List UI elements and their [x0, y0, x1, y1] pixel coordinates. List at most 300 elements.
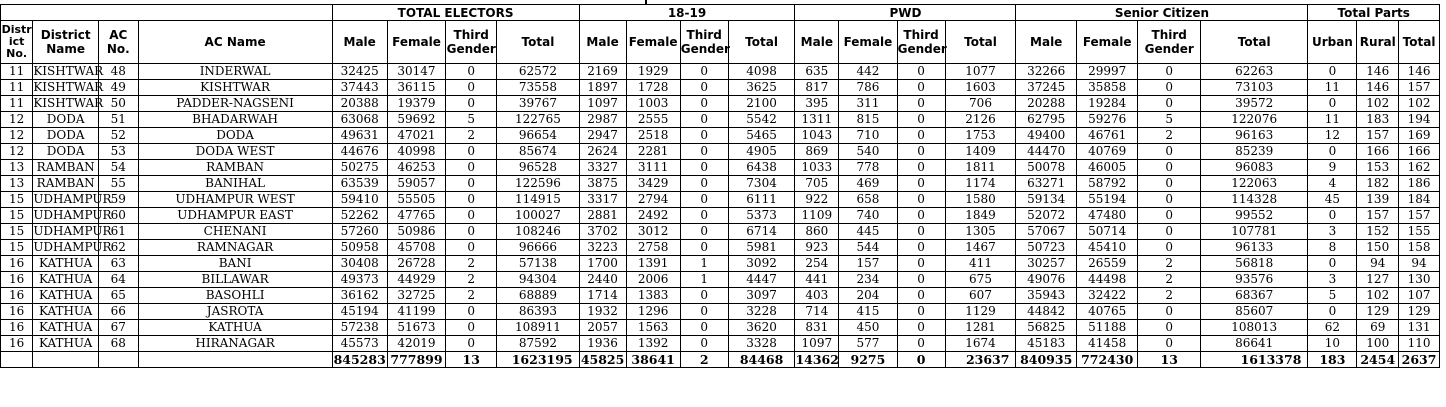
table-cell: 1674	[945, 336, 1016, 352]
table-cell: 3	[1308, 224, 1357, 240]
table-cell: 1174	[945, 176, 1016, 192]
table-cell: 740	[839, 208, 897, 224]
table-cell: 607	[945, 288, 1016, 304]
table-cell: 32422	[1076, 288, 1138, 304]
table-cell: 0	[897, 256, 945, 272]
group-total-electors: TOTAL ELECTORS	[332, 5, 579, 21]
table-cell: 635	[795, 64, 839, 80]
table-cell: 2440	[579, 272, 626, 288]
table-cell: 131	[1399, 320, 1440, 336]
table-cell: 63271	[1016, 176, 1076, 192]
table-cell: 12	[1, 128, 33, 144]
table-cell: 47765	[387, 208, 445, 224]
table-cell: 107781	[1200, 224, 1307, 240]
table-cell: 96133	[1200, 240, 1307, 256]
table-cell: 47480	[1076, 208, 1138, 224]
table-cell: 5373	[728, 208, 795, 224]
table-row	[1, 80, 1440, 96]
table-cell: 0	[897, 176, 945, 192]
table-cell: 544	[839, 240, 897, 256]
table-cell: 15	[1, 224, 33, 240]
group-total-parts: Total Parts	[1308, 5, 1440, 21]
table-cell: 0	[446, 304, 497, 320]
column-header: AC No.	[99, 21, 139, 64]
table-cell: DODA	[138, 128, 332, 144]
table-cell: 0	[446, 224, 497, 240]
table-cell: 139	[1357, 192, 1399, 208]
table-cell: 108246	[497, 224, 579, 240]
table-cell: 0	[680, 176, 728, 192]
table-cell: 831	[795, 320, 839, 336]
table-cell: 1728	[626, 80, 680, 96]
table-cell: 63068	[332, 112, 387, 128]
table-row	[1, 112, 1440, 128]
table-cell: 3012	[626, 224, 680, 240]
table-cell: 169	[1399, 128, 1440, 144]
column-header: Third Gender	[897, 21, 945, 64]
table-cell: 32725	[387, 288, 445, 304]
table-cell: 60	[99, 208, 139, 224]
table-cell: 0	[897, 320, 945, 336]
table-cell: 46761	[1076, 128, 1138, 144]
table-cell: 114328	[1200, 192, 1307, 208]
table-cell: 1305	[945, 224, 1016, 240]
table-cell: 714	[795, 304, 839, 320]
table-cell: 0	[1138, 144, 1201, 160]
table-cell: DODA	[33, 112, 99, 128]
table-cell: 85239	[1200, 144, 1307, 160]
table-cell: 1097	[579, 96, 626, 112]
table-cell: 3620	[728, 320, 795, 336]
table-cell: 50723	[1016, 240, 1076, 256]
table-cell: 122063	[1200, 176, 1307, 192]
table-cell: 1467	[945, 240, 1016, 256]
table-cell: 110	[1399, 336, 1440, 352]
table-cell: 85607	[1200, 304, 1307, 320]
table-cell: KATHUA	[33, 272, 99, 288]
total-cell: 0	[897, 352, 945, 368]
table-cell: 16	[1, 272, 33, 288]
table-row	[1, 64, 1440, 80]
column-header: AC Name	[138, 21, 332, 64]
group-18-19: 18-19	[579, 5, 795, 21]
table-cell: 86393	[497, 304, 579, 320]
table-cell: KISHTWAR	[33, 64, 104, 78]
table-cell: 32266	[1016, 64, 1076, 80]
table-cell: 47021	[387, 128, 445, 144]
table-cell: 53	[99, 144, 139, 160]
table-cell: 11	[1308, 112, 1357, 128]
table-cell: 129	[1399, 304, 1440, 320]
table-cell: 0	[446, 208, 497, 224]
table-cell: 1383	[626, 288, 680, 304]
table-cell: 35943	[1016, 288, 1076, 304]
table-cell: 1129	[945, 304, 1016, 320]
table-cell: 1753	[945, 128, 1016, 144]
table-cell: 0	[1138, 80, 1201, 96]
table-cell: 114915	[497, 192, 579, 208]
table-cell: 2947	[579, 128, 626, 144]
total-cell: 9275	[839, 352, 897, 368]
table-cell: 0	[897, 80, 945, 96]
table-cell: 29997	[1076, 64, 1138, 80]
table-cell: 0	[897, 304, 945, 320]
table-cell: 5	[1308, 288, 1357, 304]
table-cell: 1003	[626, 96, 680, 112]
table-cell: 1281	[945, 320, 1016, 336]
table-cell: 3702	[579, 224, 626, 240]
table-cell: 46005	[1076, 160, 1138, 176]
column-header: Third Gender	[680, 21, 728, 64]
table-cell: 94	[1399, 256, 1440, 272]
total-cell	[99, 352, 139, 368]
table-cell: 67	[99, 320, 139, 336]
table-cell: 3328	[728, 336, 795, 352]
table-cell: BANI	[138, 256, 332, 272]
table-cell: 1932	[579, 304, 626, 320]
table-cell: 108013	[1200, 320, 1307, 336]
table-cell: 93576	[1200, 272, 1307, 288]
table-cell: 1033	[795, 160, 839, 176]
table-cell: 3	[1308, 272, 1357, 288]
table-cell: 96666	[497, 240, 579, 256]
table-cell: DODA	[33, 144, 99, 160]
table-cell: RAMBAN	[33, 160, 99, 176]
table-row	[1, 96, 1440, 112]
table-cell: 1897	[579, 80, 626, 96]
table-cell: 0	[1138, 240, 1201, 256]
table-cell: 2555	[626, 112, 680, 128]
table-cell: 13	[1, 176, 33, 192]
table-cell: RAMBAN	[138, 160, 332, 176]
table-cell: 0	[897, 160, 945, 176]
table-cell: 36115	[387, 80, 445, 96]
table-cell: 100027	[497, 208, 579, 224]
table-cell: 146	[1399, 64, 1440, 80]
table-cell: 44842	[1016, 304, 1076, 320]
table-cell: 9	[1308, 160, 1357, 176]
table-cell: 73558	[497, 80, 579, 96]
table-cell: 0	[680, 240, 728, 256]
table-cell: 786	[839, 80, 897, 96]
table-cell: 0	[897, 208, 945, 224]
total-cell	[138, 352, 332, 368]
table-cell: 40998	[387, 144, 445, 160]
table-cell: 395	[795, 96, 839, 112]
table-cell: 94	[1357, 256, 1399, 272]
table-cell: 0	[446, 320, 497, 336]
table-cell: 2624	[579, 144, 626, 160]
total-cell	[33, 352, 99, 368]
column-header: Male	[795, 21, 839, 64]
table-cell: 39572	[1200, 96, 1307, 112]
table-cell: 73103	[1200, 80, 1307, 96]
table-cell: 469	[839, 176, 897, 192]
table-cell: JASROTA	[138, 304, 332, 320]
table-cell: 157	[1357, 128, 1399, 144]
table-cell: 2	[1138, 128, 1201, 144]
table-cell: 166	[1399, 144, 1440, 160]
table-cell: UDHAMPUR	[33, 240, 112, 254]
table-cell: 96528	[497, 160, 579, 176]
table-cell: UDHAMPUR WEST	[138, 192, 332, 208]
table-cell: 146	[1357, 64, 1399, 80]
table-cell: 411	[945, 256, 1016, 272]
total-cell: 13	[446, 352, 497, 368]
table-cell: 2057	[579, 320, 626, 336]
table-row	[1, 208, 1440, 224]
table-cell: 0	[446, 336, 497, 352]
table-cell: 57138	[497, 256, 579, 272]
table-cell: 44470	[1016, 144, 1076, 160]
table-cell: BILLAWAR	[138, 272, 332, 288]
table-cell: UDHAMPUR	[33, 192, 112, 206]
table-cell: 1311	[795, 112, 839, 128]
table-cell: 59	[99, 192, 139, 208]
table-cell: PADDER-NAGSENI	[138, 96, 332, 112]
table-cell: 40765	[1076, 304, 1138, 320]
table-cell: 1849	[945, 208, 1016, 224]
table-cell: 3429	[626, 176, 680, 192]
table-cell: 3625	[728, 80, 795, 96]
table-cell: 32425	[332, 64, 387, 80]
table-cell: 59276	[1076, 112, 1138, 128]
table-cell: 12	[1308, 128, 1357, 144]
column-header-row	[1, 21, 1440, 64]
total-row	[1, 352, 1440, 368]
total-cell: 183	[1308, 352, 1357, 368]
table-cell: 1043	[795, 128, 839, 144]
table-cell: 68367	[1200, 288, 1307, 304]
table-cell: 0	[897, 96, 945, 112]
table-cell: 0	[446, 192, 497, 208]
table-cell: 157	[1357, 208, 1399, 224]
table-cell: INDERWAL	[138, 64, 332, 80]
table-cell: 20388	[332, 96, 387, 112]
table-cell: 450	[839, 320, 897, 336]
table-cell: 15	[1, 208, 33, 224]
table-cell: KATHUA	[138, 320, 332, 336]
electoral-statistics-table	[0, 4, 1440, 368]
table-cell: 2	[1138, 272, 1201, 288]
table-cell: 5981	[728, 240, 795, 256]
table-cell: 48	[99, 64, 139, 80]
total-cell: 777899	[387, 352, 445, 368]
total-cell: 1613378	[1200, 352, 1307, 368]
table-cell: 59134	[1016, 192, 1076, 208]
column-header: Female	[387, 21, 445, 64]
column-header: Male	[1016, 21, 1076, 64]
table-cell: 152	[1357, 224, 1399, 240]
table-row	[1, 240, 1440, 256]
table-cell: 37443	[332, 80, 387, 96]
table-cell: 26559	[1076, 256, 1138, 272]
table-cell: BHADARWAH	[138, 112, 332, 128]
table-cell: 56825	[1016, 320, 1076, 336]
total-cell: 84468	[728, 352, 795, 368]
total-cell: 45825	[580, 352, 625, 367]
table-cell: UDHAMPUR	[33, 224, 112, 238]
table-cell: 65	[99, 288, 139, 304]
table-cell: 153	[1357, 160, 1399, 176]
table-cell: 577	[839, 336, 897, 352]
table-cell: 45708	[387, 240, 445, 256]
table-cell: 50	[99, 96, 139, 112]
table-row	[1, 336, 1440, 352]
table-cell: 1296	[626, 304, 680, 320]
table-cell: 0	[1308, 96, 1357, 112]
column-header: Total	[1399, 21, 1440, 64]
table-cell: 2492	[626, 208, 680, 224]
table-cell: 445	[839, 224, 897, 240]
table-cell: 55194	[1076, 192, 1138, 208]
table-cell: 5	[446, 112, 497, 128]
table-cell: RAMNAGAR	[138, 240, 332, 256]
table-cell: 129	[1357, 304, 1399, 320]
table-cell: 1392	[626, 336, 680, 352]
table-cell: 0	[680, 288, 728, 304]
table-cell: 540	[839, 144, 897, 160]
table-row	[1, 192, 1440, 208]
table-cell: 0	[680, 128, 728, 144]
table-cell: 50275	[332, 160, 387, 176]
table-cell: 0	[897, 64, 945, 80]
table-cell: RAMBAN	[33, 176, 99, 192]
column-header: Third Gender	[1138, 21, 1201, 64]
table-cell: 41199	[387, 304, 445, 320]
table-cell: 0	[446, 160, 497, 176]
table-cell: 2	[446, 272, 497, 288]
table-cell: 0	[1138, 208, 1201, 224]
table-cell: 2	[446, 288, 497, 304]
group-pwd: PWD	[795, 5, 1016, 21]
table-cell: 99552	[1200, 208, 1307, 224]
table-cell: 2	[1138, 288, 1201, 304]
table-cell: 35858	[1076, 80, 1138, 96]
table-cell: 108911	[497, 320, 579, 336]
table-cell: 52	[99, 128, 139, 144]
table-cell: 4905	[728, 144, 795, 160]
table-cell: 2518	[626, 128, 680, 144]
table-cell: 62795	[1016, 112, 1076, 128]
table-cell: 36162	[332, 288, 387, 304]
table-cell: 1603	[945, 80, 1016, 96]
table-cell: 44676	[332, 144, 387, 160]
table-cell: 705	[795, 176, 839, 192]
total-cell: 23637	[945, 352, 1016, 368]
table-cell: 3097	[728, 288, 795, 304]
table-cell: 658	[839, 192, 897, 208]
table-cell: 127	[1357, 272, 1399, 288]
table-cell: 0	[897, 336, 945, 352]
table-cell: 0	[897, 224, 945, 240]
table-cell: 4098	[728, 64, 795, 80]
table-cell: 2794	[626, 192, 680, 208]
table-cell: 62572	[497, 64, 579, 80]
table-cell: 45573	[332, 336, 387, 352]
table-cell: 922	[795, 192, 839, 208]
table-cell: 710	[839, 128, 897, 144]
table-cell: 59692	[387, 112, 445, 128]
table-cell: 66	[99, 304, 139, 320]
table-cell: 0	[897, 240, 945, 256]
table-cell: 817	[795, 80, 839, 96]
table-cell: 57260	[332, 224, 387, 240]
table-cell: 49400	[1016, 128, 1076, 144]
table-cell: 4	[1308, 176, 1357, 192]
table-cell: 0	[1138, 176, 1201, 192]
table-cell: BANIHAL	[138, 176, 332, 192]
table-cell: DODA	[33, 128, 99, 144]
table-cell: 1700	[579, 256, 626, 272]
table-cell: 6714	[728, 224, 795, 240]
table-cell: 0	[1138, 224, 1201, 240]
table-cell: 30147	[387, 64, 445, 80]
table-cell: 37245	[1016, 80, 1076, 96]
table-cell: 2758	[626, 240, 680, 256]
table-cell: UDHAMPUR EAST	[138, 208, 332, 224]
table-cell: 0	[1138, 192, 1201, 208]
table-cell: 0	[680, 320, 728, 336]
table-cell: 50078	[1016, 160, 1076, 176]
table-cell: KATHUA	[33, 320, 99, 336]
table-cell: 0	[446, 64, 497, 80]
table-cell: 403	[795, 288, 839, 304]
table-cell: 0	[446, 176, 497, 192]
table-cell: 0	[897, 144, 945, 160]
table-cell: 40769	[1076, 144, 1138, 160]
table-cell: 157	[839, 256, 897, 272]
table-cell: 2100	[728, 96, 795, 112]
table-cell: 102	[1357, 96, 1399, 112]
table-cell: 51	[99, 112, 139, 128]
table-cell: 706	[945, 96, 1016, 112]
column-header: Third Gender	[446, 21, 497, 64]
table-cell: 1	[680, 256, 728, 272]
column-header: Female	[1076, 21, 1138, 64]
table-cell: 415	[839, 304, 897, 320]
table-cell: 107	[1399, 288, 1440, 304]
table-cell: HIRANAGAR	[138, 336, 332, 352]
table-cell: 45	[1308, 192, 1357, 208]
table-cell: 19379	[387, 96, 445, 112]
table-cell: 1580	[945, 192, 1016, 208]
table-cell: 11	[1, 96, 33, 112]
table-cell: 19284	[1076, 96, 1138, 112]
table-cell: 0	[897, 288, 945, 304]
table-cell: 860	[795, 224, 839, 240]
table-cell: 158	[1399, 240, 1440, 256]
table-row	[1, 288, 1440, 304]
table-cell: 15	[1, 192, 33, 208]
column-header: Female	[626, 21, 680, 64]
table-cell: 0	[680, 144, 728, 160]
table-cell: 68889	[497, 288, 579, 304]
total-cell: 1623195	[497, 352, 579, 368]
table-row	[1, 304, 1440, 320]
total-cell: 840935	[1016, 352, 1076, 368]
table-cell: 441	[795, 272, 839, 288]
table-cell: 0	[446, 96, 497, 112]
table-cell: 157	[1399, 208, 1440, 224]
table-cell: 62263	[1200, 64, 1307, 80]
table-cell: 52262	[332, 208, 387, 224]
table-cell: DODA WEST	[138, 144, 332, 160]
table-cell: KISHTWAR	[138, 80, 332, 96]
table-cell: 146	[1357, 80, 1399, 96]
table-cell: 51188	[1076, 320, 1138, 336]
table-cell: 3317	[579, 192, 626, 208]
